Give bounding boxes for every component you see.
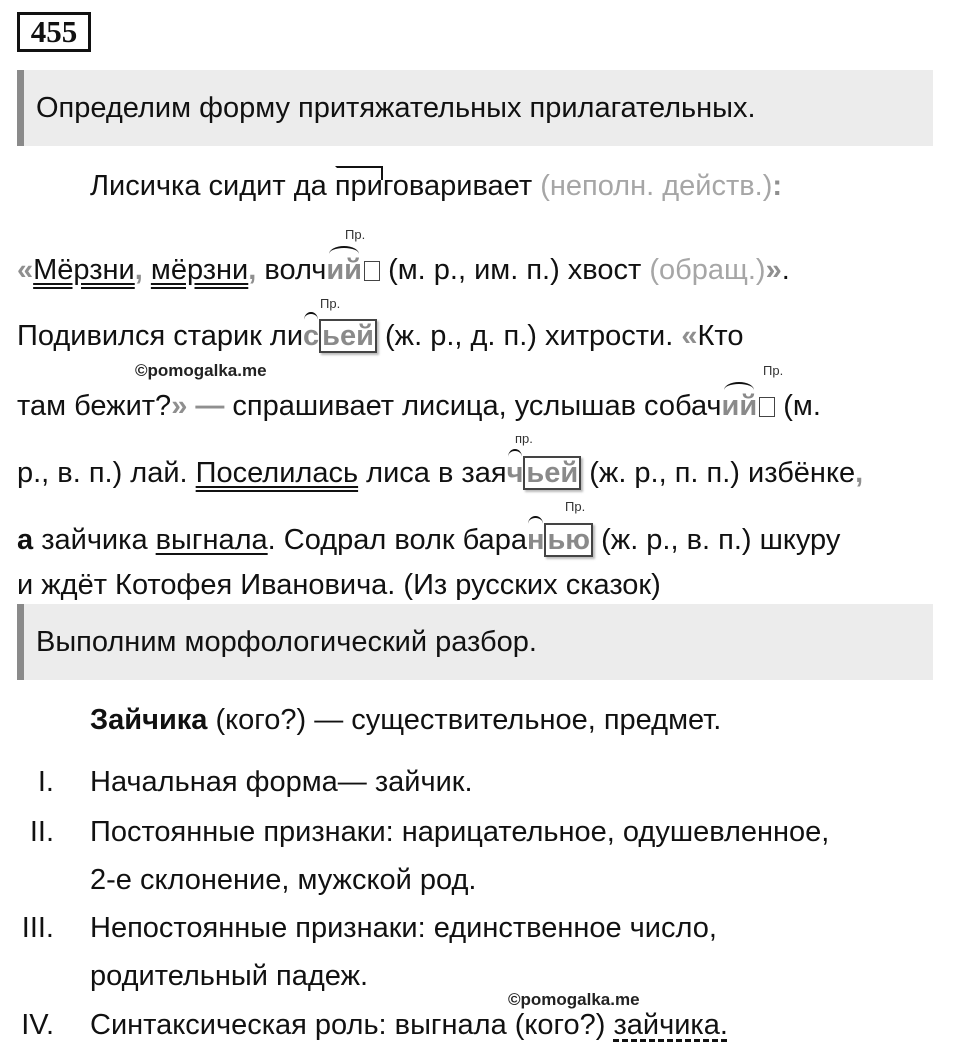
root-mark: при (334, 170, 383, 202)
suffix-mark: н (526, 524, 545, 556)
analysis-word: Зайчика (90, 704, 208, 736)
list-numeral: IV. (21, 1009, 54, 1041)
list-numeral: II. (29, 816, 54, 848)
suffix-mark: ч (506, 457, 524, 489)
list-numeral: I. (37, 766, 54, 798)
section-heading-2-text: Выполним морфологический разбор. (36, 626, 537, 658)
suffix-mark: ий (326, 254, 363, 286)
list-item-cont: 2-е склонение, мужской род. (90, 864, 477, 896)
predicate-word: выгнала (155, 524, 268, 556)
exercise-number: 455 (17, 12, 91, 52)
morpheme-label: Пр. (763, 363, 784, 378)
list-item: Начальная форма— зайчик. (90, 766, 473, 798)
watermark: ©pomogalka.me (135, 361, 267, 380)
ending-box: ьей (523, 456, 581, 490)
note-text: (неполн. действ.) (540, 170, 773, 202)
list-numeral: III. (21, 912, 54, 944)
text-line-5: р., в. п.) лай. Поселилась лиса в заяч ьей (ж. р., п. п.) избёнке, (17, 457, 864, 489)
conjunction: а (17, 524, 34, 556)
list-item: Постоянные признаки: нарицательное, одушевленное, (90, 816, 830, 848)
null-ending-box (364, 261, 380, 281)
text-line-2: «Мёрзни, мёрзни, волчий (м. р., им. п.) хвост (обращ.)». (17, 254, 790, 286)
morpheme-label: Пр. (565, 499, 586, 514)
morpheme-label: Пр. (345, 227, 366, 242)
predicate-word: Поселилась (195, 457, 359, 489)
morpheme-label: Пр. (320, 296, 341, 311)
text-line-3: Подивился старик лис ьей (ж. р., д. п.) хитрости. «Кто (17, 320, 744, 352)
text-line-6: а зайчика выгнала. Содрал волк баран ью (ж. р., в. п.) шкуру (17, 524, 841, 556)
predicate-word: мёрзни (150, 254, 249, 286)
section-heading-2 (17, 604, 933, 680)
list-item: Синтаксическая роль: выгнала (кого?) зайчика. (90, 1009, 728, 1041)
suffix-mark: с (303, 320, 320, 352)
watermark: ©pomogalka.me (508, 990, 640, 1009)
object-word: зайчика. (613, 1009, 728, 1041)
list-item-cont: родительный падеж. (90, 960, 369, 992)
morpheme-label: пр. (515, 431, 533, 446)
text-line-1: Лисичка сидит да приговаривает (неполн. действ.): (90, 170, 783, 202)
predicate-word: Мёрзни (33, 254, 135, 286)
ending-box: ьей (319, 319, 377, 353)
null-ending-box (759, 397, 775, 417)
list-item: Непостоянные признаки: единственное число, (90, 912, 717, 944)
note-text: (обращ.) (649, 254, 766, 286)
analysis-intro: Зайчика (кого?) — существительное, предмет. (90, 704, 722, 736)
text-line-7: и ждёт Котофея Ивановича. (Из русских сказок) (17, 569, 661, 601)
ending-box: ью (544, 523, 593, 557)
text-line-4: там бежит?» — спрашивает лисица, услышав собачий (м. (17, 390, 821, 422)
section-heading-1 (17, 70, 933, 146)
suffix-mark: ий (721, 390, 758, 422)
section-heading-1-text: Определим форму притяжательных прилагательных. (36, 92, 756, 124)
